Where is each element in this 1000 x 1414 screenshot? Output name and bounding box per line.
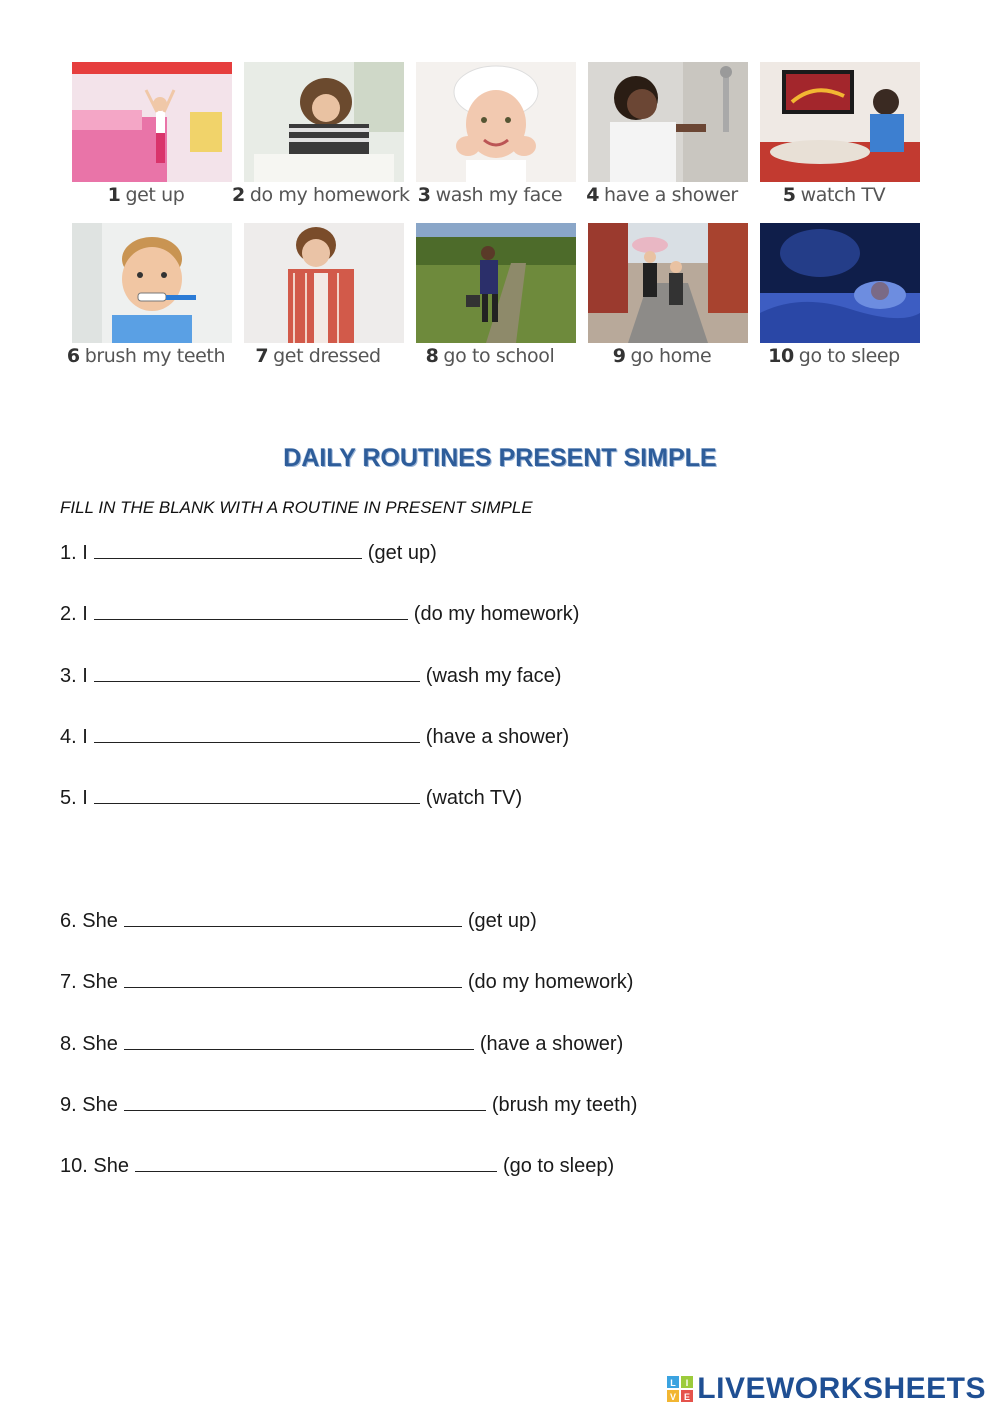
exercise-item [60, 726, 569, 749]
girl-jumping-bedroom-photo [72, 62, 232, 182]
picture-caption [576, 345, 748, 367]
picture-caption [748, 184, 920, 206]
picture-card [748, 221, 920, 376]
exercise-item [60, 1094, 637, 1117]
exercise-hint: (do my homework) [467, 971, 634, 993]
exercise-item [60, 1033, 623, 1056]
exercise-hint: (brush my teeth) [491, 1094, 638, 1116]
picture-caption [748, 345, 920, 367]
exercise-prefix: 3. I [60, 665, 88, 687]
exercise-prefix: 8. She [60, 1033, 118, 1055]
svg-text:L: L [670, 1378, 677, 1388]
picture-card [404, 221, 576, 376]
exercise-item [60, 603, 579, 626]
answer-blank[interactable] [94, 726, 420, 743]
answer-blank[interactable] [135, 1155, 497, 1172]
picture-caption [60, 184, 232, 206]
picture-number: 2 [232, 184, 245, 206]
picture-number: 4 [586, 184, 600, 206]
boy-sleeping-photo [760, 223, 920, 343]
brand-name: LIVEWORKSHEETS [697, 1372, 986, 1405]
exercise-hint: (do my homework) [413, 603, 580, 625]
answer-blank[interactable] [94, 542, 362, 559]
child-watching-tv-photo [760, 62, 920, 182]
picture-number: 3 [417, 184, 431, 206]
picture-card [576, 60, 748, 215]
exercise-prefix: 6. She [60, 910, 118, 932]
picture-card [232, 60, 410, 215]
exercise-item [60, 787, 522, 810]
exercise-item [60, 665, 561, 688]
page-title: DAILY ROUTINES PRESENT SIMPLE [283, 444, 717, 472]
picture-caption [576, 184, 748, 206]
picture-caption [404, 345, 576, 367]
picture-card [576, 221, 748, 376]
exercise-hint: (get up) [467, 910, 537, 932]
exercise-prefix: 7. She [60, 971, 118, 993]
exercise-hint: (have a shower) [425, 726, 570, 748]
picture-label: get up [125, 184, 185, 206]
svg-text:V: V [670, 1392, 677, 1402]
boy-brushing-teeth-photo [72, 223, 232, 343]
answer-blank[interactable] [94, 665, 420, 682]
picture-card [60, 221, 232, 376]
svg-text:I: I [686, 1378, 689, 1388]
picture-label: do my homework [249, 184, 410, 206]
picture-label: have a shower [604, 184, 738, 206]
liveworksheets-logo-icon [667, 1376, 693, 1402]
picture-label: wash my face [435, 184, 563, 206]
picture-caption [404, 184, 576, 206]
exercise-prefix: 1. I [60, 542, 88, 564]
picture-label: brush my teeth [84, 345, 226, 367]
girl-shower-photo [588, 62, 748, 182]
answer-blank[interactable] [124, 910, 462, 927]
answer-blank[interactable] [94, 603, 408, 620]
exercise-item [60, 542, 437, 565]
svg-text:E: E [684, 1392, 691, 1402]
picture-card [404, 60, 576, 215]
picture-caption [232, 345, 404, 367]
girl-walking-to-school-photo [416, 223, 576, 343]
exercise-item [60, 1155, 614, 1178]
exercise-hint: (get up) [367, 542, 437, 564]
picture-label: go to school [443, 345, 555, 367]
exercise-hint: (watch TV) [425, 787, 523, 809]
exercise-prefix: 2. I [60, 603, 88, 625]
picture-number: 8 [425, 345, 439, 367]
exercise-item [60, 971, 633, 994]
exercise-prefix: 5. I [60, 787, 88, 809]
instructions: FILL IN THE BLANK WITH A ROUTINE IN PRESENT SIMPLE [60, 498, 533, 517]
picture-number: 9 [612, 345, 626, 367]
picture-label: watch TV [800, 184, 886, 206]
picture-number: 1 [107, 184, 121, 206]
picture-caption [232, 184, 410, 206]
picture-label: get dressed [273, 345, 381, 367]
exercise-hint: (have a shower) [479, 1033, 624, 1055]
exercise-item [60, 910, 537, 933]
exercise-hint: (wash my face) [425, 665, 562, 687]
picture-number: 7 [255, 345, 269, 367]
picture-number: 5 [782, 184, 796, 206]
exercise-prefix: 9. She [60, 1094, 118, 1116]
exercise-prefix: 10. She [60, 1155, 129, 1177]
boy-getting-dressed-photo [244, 223, 404, 343]
picture-number: 10 [768, 345, 794, 367]
answer-blank[interactable] [124, 971, 462, 988]
liveworksheets-brand [667, 1372, 986, 1406]
picture-label: go to sleep [798, 345, 900, 367]
picture-caption [60, 345, 232, 367]
girls-walking-home-photo [588, 223, 748, 343]
exercise-prefix: 4. I [60, 726, 88, 748]
answer-blank[interactable] [94, 787, 420, 804]
picture-label: go home [630, 345, 712, 367]
picture-card [60, 60, 232, 215]
exercise-hint: (go to sleep) [502, 1155, 615, 1177]
answer-blank[interactable] [124, 1094, 486, 1111]
routine-picture-grid [60, 60, 930, 376]
picture-card [232, 221, 404, 376]
picture-number: 6 [66, 345, 80, 367]
picture-card [748, 60, 920, 215]
girl-washing-face-photo [416, 62, 576, 182]
answer-blank[interactable] [124, 1033, 474, 1050]
girl-writing-homework-photo [244, 62, 404, 182]
